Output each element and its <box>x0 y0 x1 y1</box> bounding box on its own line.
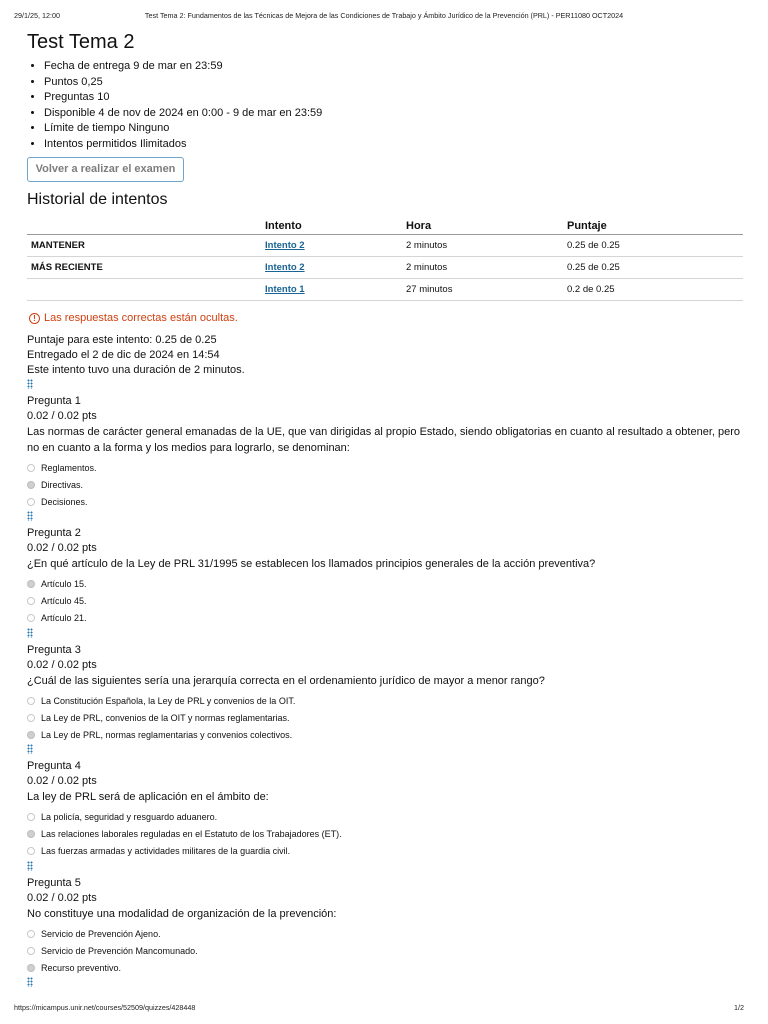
attempt-score-text: Puntaje para este intento: 0.25 de 0.25 <box>27 334 217 346</box>
radio-icon <box>27 930 35 938</box>
radio-icon <box>27 813 35 821</box>
table-header-row <box>27 215 743 235</box>
question-4 <box>27 759 745 873</box>
answer-list <box>27 692 745 743</box>
answer-option <box>27 942 745 959</box>
question-text: No constituye una modalidad de organización de la prevención: <box>27 907 337 920</box>
answer-label: Decisiones. <box>41 496 88 507</box>
answer-list <box>27 809 745 860</box>
question-5 <box>27 876 745 990</box>
answer-label: Las fuerzas armadas y actividades militares de la guardia civil. <box>41 846 291 856</box>
print-date: 29/1/25, 12:00 <box>14 11 60 20</box>
table-row <box>27 235 743 257</box>
answer-option <box>27 493 745 510</box>
question-1 <box>27 394 745 523</box>
answer-label: Recurso preventivo. <box>41 962 122 973</box>
print-page-title: Test Tema 2: Fundamentos de las Técnicas de Mejora de las Condiciones de Trabajo y Ámbito Jurídico de la Prevención (PRL) - PER11080 OCT2024 <box>144 11 624 20</box>
print-page-number: 1/2 <box>734 1003 744 1012</box>
question-title: Pregunta 5 <box>27 876 81 889</box>
questions-list <box>27 394 745 989</box>
attempt-time: 2 minutos <box>406 257 567 279</box>
radio-selected-icon <box>27 580 35 588</box>
questions-count: • Preguntas 10 <box>44 90 745 106</box>
table-row <box>27 279 743 301</box>
question-text: La ley de PRL será de aplicación en el ámbito de: <box>27 791 269 803</box>
header-score: Puntaje <box>567 215 743 235</box>
attempt-score: 0.25 de 0.25 <box>567 235 743 257</box>
notice-text: Las respuestas correctas están ocultas. <box>44 312 238 324</box>
availability: • Disponible 4 de nov de 2024 en 0:00 - 9 de mar en 23:59 <box>44 106 745 122</box>
answer-option <box>27 959 745 976</box>
answer-label: Artículo 45. <box>41 596 87 606</box>
question-text: ¿Cuál de las siguientes sería una jerarquía correcta en el ordenamiento jurídico de mayor a menor rango? <box>27 674 545 687</box>
attempt-score: 0.25 de 0.25 <box>567 257 743 279</box>
answers-hidden-notice <box>27 311 745 325</box>
answer-label: La Ley de PRL, normas reglamentarias y convenios colectivos. <box>41 729 293 740</box>
question-text: Las normas de carácter general emanadas de la UE, que van dirigidas al propio Estado, siendo obligatorias en cuanto al resultado a obtener, pero no en cuanto a la forma y los medios para lograrlo, se denominan: <box>27 426 741 454</box>
time-limit: • Límite de tiempo Ninguno <box>44 121 745 137</box>
radio-selected-icon <box>27 830 35 838</box>
row-label <box>27 279 265 301</box>
attempt-time: 27 minutos <box>406 279 567 301</box>
answer-label: La Ley de PRL, convenios de la OIT y normas reglamentarias. <box>41 712 290 723</box>
quiz-details-list <box>27 59 745 152</box>
radio-selected-icon <box>27 481 35 489</box>
drag-handle-icon <box>27 511 745 523</box>
print-header <box>14 11 754 23</box>
answer-option <box>27 476 745 493</box>
radio-icon <box>27 947 35 955</box>
attempt-link[interactable]: Intento 2 <box>265 240 305 251</box>
answer-list <box>27 576 745 627</box>
attempt-history-title: Historial de intentos <box>27 191 168 208</box>
answer-option <box>27 593 745 610</box>
attempt-score: 0.2 de 0.25 <box>567 279 743 301</box>
warning-icon: ! <box>29 313 40 324</box>
attempt-summary <box>27 333 745 378</box>
attempt-time: 2 minutos <box>406 235 567 257</box>
points: • Puntos 0,25 <box>44 75 745 91</box>
answer-option <box>27 826 745 843</box>
radio-icon <box>27 847 35 855</box>
radio-selected-icon <box>27 731 35 739</box>
answer-option <box>27 726 745 743</box>
question-title: Pregunta 2 <box>27 527 81 539</box>
attempt-link[interactable]: Intento 1 <box>265 284 305 295</box>
header-time: Hora <box>406 215 567 235</box>
answer-option <box>27 809 745 826</box>
answer-label: La policía, seguridad y resguardo aduanero. <box>41 812 218 822</box>
answer-list <box>27 459 745 510</box>
answer-label: Servicio de Prevención Mancomunado. <box>41 945 198 956</box>
answer-label: Artículo 21. <box>41 613 87 623</box>
retake-quiz-button[interactable]: Volver a realizar el examen <box>27 157 184 182</box>
question-title: Pregunta 4 <box>27 760 81 772</box>
question-points: 0.02 / 0.02 pts <box>27 542 97 554</box>
print-footer <box>14 1003 754 1015</box>
answer-option <box>27 576 745 593</box>
radio-selected-icon <box>27 964 35 972</box>
row-label: MÁS RECIENTE <box>27 257 265 279</box>
drag-handle-icon <box>27 744 745 756</box>
answer-label: Servicio de Prevención Ajeno. <box>41 928 161 939</box>
answer-option <box>27 843 745 860</box>
question-text: ¿En qué artículo de la Ley de PRL 31/1995 se establecen los llamados principios generales de la acción preventiva? <box>27 558 596 570</box>
answer-option <box>27 925 745 942</box>
due-date: • Fecha de entrega 9 de mar en 23:59 <box>44 59 745 75</box>
radio-icon <box>27 464 35 472</box>
question-points: 0.02 / 0.02 pts <box>27 410 97 422</box>
question-2 <box>27 526 745 640</box>
attempt-link[interactable]: Intento 2 <box>265 262 305 273</box>
duration-text: Este intento tuvo una duración de 2 minutos. <box>27 364 245 376</box>
question-3 <box>27 643 745 757</box>
radio-icon <box>27 498 35 506</box>
question-title: Pregunta 3 <box>27 643 81 656</box>
answer-label: La Constitución Española, la Ley de PRL y convenios de la OIT. <box>41 695 296 706</box>
answer-option <box>27 709 745 726</box>
radio-icon <box>27 697 35 705</box>
answer-label: Las relaciones laborales reguladas en el Estatuto de los Trabajadores (ET). <box>41 829 342 839</box>
answer-label: Reglamentos. <box>41 462 97 473</box>
table-row <box>27 257 743 279</box>
question-points: 0.02 / 0.02 pts <box>27 891 97 904</box>
question-title: Pregunta 1 <box>27 395 81 407</box>
quiz-content <box>27 29 745 992</box>
row-label: MANTENER <box>27 235 265 257</box>
answer-option <box>27 610 745 627</box>
question-points: 0.02 / 0.02 pts <box>27 658 97 671</box>
radio-icon <box>27 597 35 605</box>
answer-option <box>27 459 745 476</box>
header-attempt: Intento <box>265 215 406 235</box>
allowed-attempts: • Intentos permitidos Ilimitados <box>44 137 745 153</box>
print-url: https://micampus.unir.net/courses/52509/quizzes/428448 <box>14 1003 196 1012</box>
drag-handle-icon <box>27 379 745 391</box>
drag-handle-icon <box>27 977 745 989</box>
radio-icon <box>27 714 35 722</box>
drag-handle-icon <box>27 628 745 640</box>
attempt-history-table <box>27 215 743 301</box>
radio-icon <box>27 614 35 622</box>
answer-list <box>27 925 745 976</box>
submitted-text: Entregado el 2 de dic de 2024 en 14:54 <box>27 349 220 361</box>
answer-option <box>27 692 745 709</box>
question-points: 0.02 / 0.02 pts <box>27 775 97 787</box>
quiz-title: Test Tema 2 <box>27 31 135 53</box>
header-label <box>27 215 265 235</box>
answer-label: Directivas. <box>41 479 84 490</box>
answer-label: Artículo 15. <box>41 579 87 589</box>
drag-handle-icon <box>27 861 745 873</box>
